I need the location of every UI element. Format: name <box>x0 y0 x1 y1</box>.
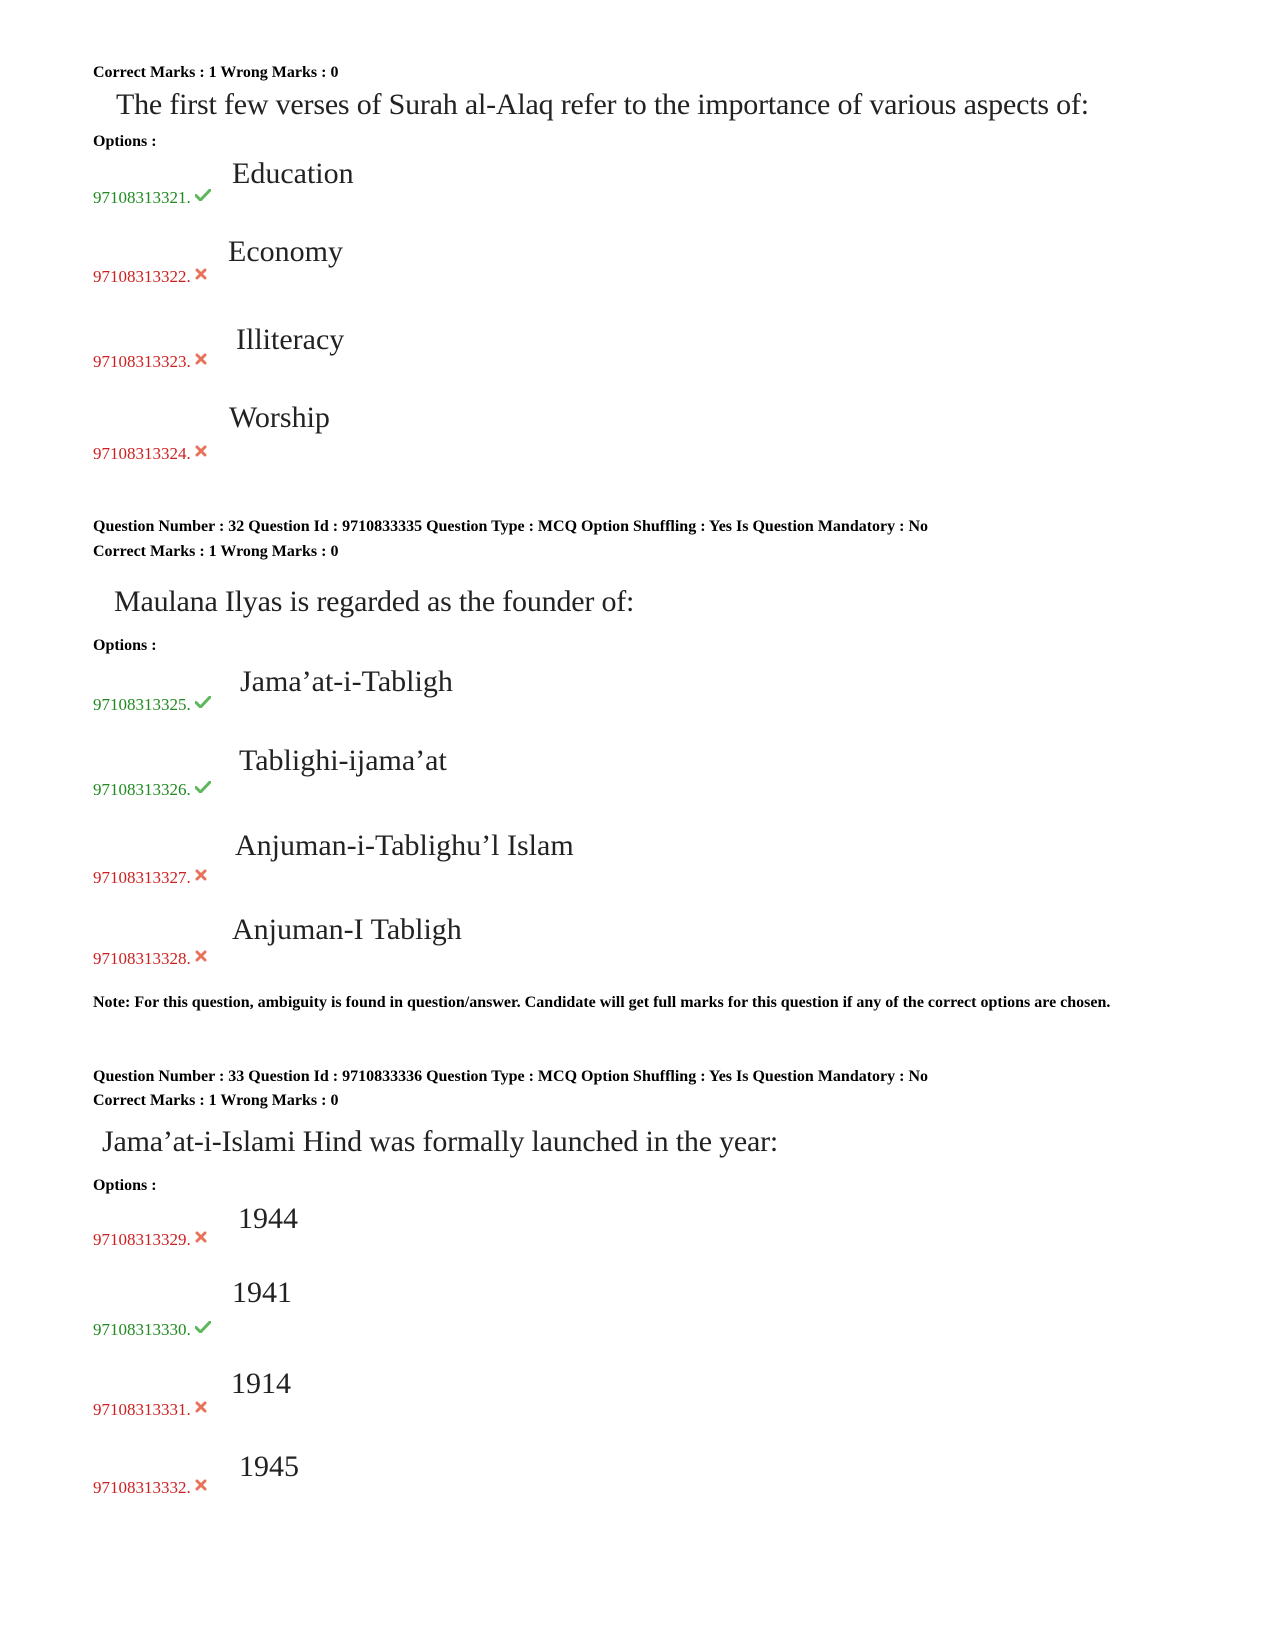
option-id: 97108313321. <box>93 188 191 207</box>
option-text: 1914 <box>231 1367 291 1400</box>
question-header-q33: Question Number : 33 Question Id : 9710833336 Question Type : MCQ Option Shuffling : Yes Is Question Mandatory : No <box>93 1068 929 1085</box>
option-id: 97108313322. <box>93 267 191 286</box>
option-text: Economy <box>228 235 343 268</box>
options-label-q31: Options : <box>93 133 157 150</box>
option-id-wrong <box>93 442 207 464</box>
check-icon <box>195 693 211 713</box>
cross-icon <box>195 947 207 967</box>
cross-icon <box>195 1476 207 1496</box>
marks-info-q32: Correct Marks : 1 Wrong Marks : 0 <box>93 543 339 560</box>
question-text-q33: Jama’at-i-Islami Hind was formally launched in the year: <box>102 1125 779 1158</box>
option-id-wrong <box>93 1476 207 1498</box>
check-icon <box>195 778 211 798</box>
cross-icon <box>195 442 207 462</box>
cross-icon <box>195 265 207 285</box>
option-id-wrong <box>93 947 207 969</box>
option-text: Jama’at-i-Tabligh <box>240 665 453 698</box>
option-id: 97108313324. <box>93 444 191 463</box>
option-id: 97108313328. <box>93 949 191 968</box>
check-icon <box>195 186 211 206</box>
option-id-wrong <box>93 1228 207 1250</box>
question-text-q32: Maulana Ilyas is regarded as the founder of: <box>114 585 635 618</box>
option-id: 97108313325. <box>93 695 191 714</box>
option-id: 97108313326. <box>93 780 191 799</box>
option-id: 97108313323. <box>93 352 191 371</box>
cross-icon <box>195 1228 207 1248</box>
option-id: 97108313332. <box>93 1478 191 1497</box>
option-text: Anjuman-i-Tablighu’l Islam <box>235 829 574 862</box>
options-label-q33: Options : <box>93 1177 157 1194</box>
option-text: Education <box>232 157 354 190</box>
option-id: 97108313329. <box>93 1230 191 1249</box>
cross-icon <box>195 1398 207 1418</box>
option-id-correct <box>93 1318 211 1340</box>
option-id: 97108313330. <box>93 1320 191 1339</box>
option-text: 1945 <box>239 1450 299 1483</box>
options-label-q32: Options : <box>93 637 157 654</box>
option-text: Illiteracy <box>236 323 345 356</box>
option-id-wrong <box>93 265 207 287</box>
option-text: Anjuman-I Tabligh <box>232 913 462 946</box>
question-text-q31: The first few verses of Surah al-Alaq refer to the importance of various aspects of: <box>116 88 1089 121</box>
option-id-correct <box>93 186 211 208</box>
option-id-wrong <box>93 866 207 888</box>
option-id-wrong <box>93 350 207 372</box>
option-text: 1944 <box>238 1202 298 1235</box>
option-id: 97108313331. <box>93 1400 191 1419</box>
option-text: 1941 <box>232 1276 292 1309</box>
ambiguity-note: Note: For this question, ambiguity is found in question/answer. Candidate will get full marks for this question if any of the correct options are chosen. <box>93 994 1111 1011</box>
cross-icon <box>195 866 207 886</box>
check-icon <box>195 1318 211 1338</box>
marks-info-q33: Correct Marks : 1 Wrong Marks : 0 <box>93 1092 339 1109</box>
question-header-q32: Question Number : 32 Question Id : 9710833335 Question Type : MCQ Option Shuffling : Yes Is Question Mandatory : No <box>93 518 929 535</box>
option-id-correct <box>93 693 211 715</box>
cross-icon <box>195 350 207 370</box>
option-id-correct <box>93 778 211 800</box>
marks-info-q31: Correct Marks : 1 Wrong Marks : 0 <box>93 64 339 81</box>
option-id: 97108313327. <box>93 868 191 887</box>
option-text: Worship <box>229 401 330 434</box>
option-text: Tablighi-ijama’at <box>239 744 447 777</box>
option-id-wrong <box>93 1398 207 1420</box>
